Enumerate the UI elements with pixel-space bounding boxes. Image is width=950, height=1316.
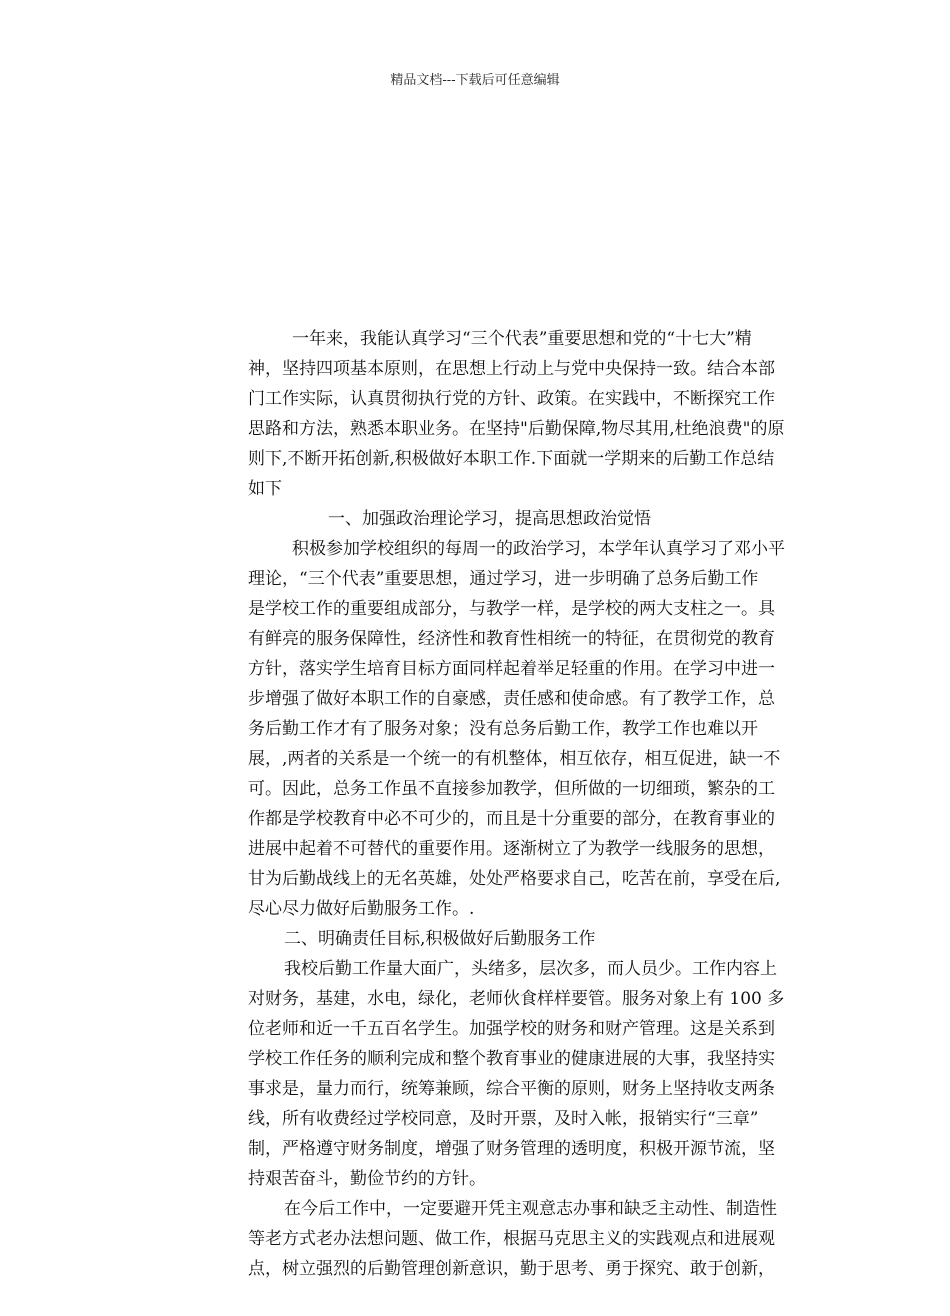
paragraph-line: 位老师和近一千五百名学生。加强学校的财务和财产管理。这是关系到 — [248, 1019, 775, 1039]
paragraph-line: 作都是学校教育中必不可少的，而且是十分重要的部分，在教育事业的 — [248, 809, 775, 829]
paragraph-line: 点，树立强烈的后勤管理创新意识，勤于思考、勇于探究、敢于创新， — [248, 1259, 775, 1279]
paragraph-line: 如下 — [248, 479, 282, 499]
paragraph-line: 步增强了做好本职工作的自豪感，责任感和使命感。有了教学工作，总 — [248, 689, 775, 709]
paragraph-line: 有鲜亮的服务保障性，经济性和教育性相统一的特征，在贯彻党的教育 — [248, 629, 775, 649]
paragraph-line: 学校工作任务的顺利完成和整个教育事业的健康进展的大事，我坚持实 — [248, 1049, 775, 1069]
paragraph-line: 是学校工作的重要组成部分，与教学一样，是学校的两大支柱之一。具 — [248, 599, 775, 619]
paragraph-line: 则下,不断开拓创新,积极做好本职工作.下面就一学期来的后勤工作总结 — [248, 449, 775, 469]
paragraph-line: 理论，“三个代表”重要思想，通过学习，进一步明确了总务后勤工作 — [248, 569, 759, 589]
paragraph-line: 等老方式老办法想问题、做工作，根据马克思主义的实践观点和进展观 — [248, 1229, 775, 1249]
paragraph-line: 制，严格遵守财务制度，增强了财务管理的透明度，积极开源节流，坚 — [248, 1139, 775, 1159]
paragraph-line: 神，坚持四项基本原则，在思想上行动上与党中央保持一致。结合本部 — [248, 359, 775, 379]
paragraph-line: 方针，落实学生培育目标方面同样起着举足轻重的作用。在学习中进一 — [248, 659, 775, 679]
paragraph-line: 展，,两者的关系是一个统一的有机整体，相互依存，相互促进，缺一不 — [248, 749, 781, 769]
paragraph-line: 积极参加学校组织的每周一的政治学习，本学年认真学习了邓小平 — [292, 539, 785, 559]
paragraph-line: 事求是，量力而行，统筹兼顾，综合平衡的原则，财务上坚持收支两条 — [248, 1079, 775, 1099]
paragraph-line: 务后勤工作才有了服务对象；没有总务后勤工作，教学工作也难以开 — [248, 719, 758, 739]
paragraph-line: 甘为后勤战线上的无名英雄，处处严格要求自己，吃苦在前，享受在后, — [248, 869, 781, 889]
paragraph-line: 尽心尽力做好后勤服务工作。. — [248, 899, 475, 919]
paragraph-line: 我校后勤工作量大面广，头绪多，层次多，而人员少。工作内容上 — [284, 959, 777, 979]
paragraph-line: 一年来，我能认真学习“三个代表”重要思想和党的“十七大”精 — [292, 329, 752, 349]
paragraph-line: 持艰苦奋斗，勤俭节约的方针。 — [248, 1169, 486, 1189]
page-header: 精品文档---下载后可任意编辑 — [390, 73, 560, 88]
paragraph-line: 可。因此，总务工作虽不直接参加教学，但所做的一切细琐，繁杂的工 — [248, 779, 775, 799]
section-heading: 一、加强政治理论学习，提高思想政治觉悟 — [328, 509, 651, 529]
paragraph-line: 在今后工作中，一定要避开凭主观意志办事和缺乏主动性、制造性 — [284, 1199, 777, 1219]
document-body — [248, 324, 828, 1284]
paragraph-line: 进展中起着不可替代的重要作用。逐渐树立了为教学一线服务的思想， — [248, 839, 775, 859]
paragraph-line: 门工作实际，认真贯彻执行党的方针、政策。在实践中，不断探究工作 — [248, 389, 775, 409]
paragraph-line: 对财务，基建，水电，绿化，老师伙食样样要管。服务对象上有 100 多 — [248, 989, 785, 1009]
paragraph-line: 线，所有收费经过学校同意，及时开票，及时入帐，报销实行“三章” — [248, 1109, 759, 1129]
section-heading: 二、明确责任目标,积极做好后勤服务工作 — [284, 929, 596, 949]
paragraph-line: 思路和方法，熟悉本职业务。在坚持"后勤保障,物尽其用,杜绝浪费"的原 — [248, 419, 785, 439]
